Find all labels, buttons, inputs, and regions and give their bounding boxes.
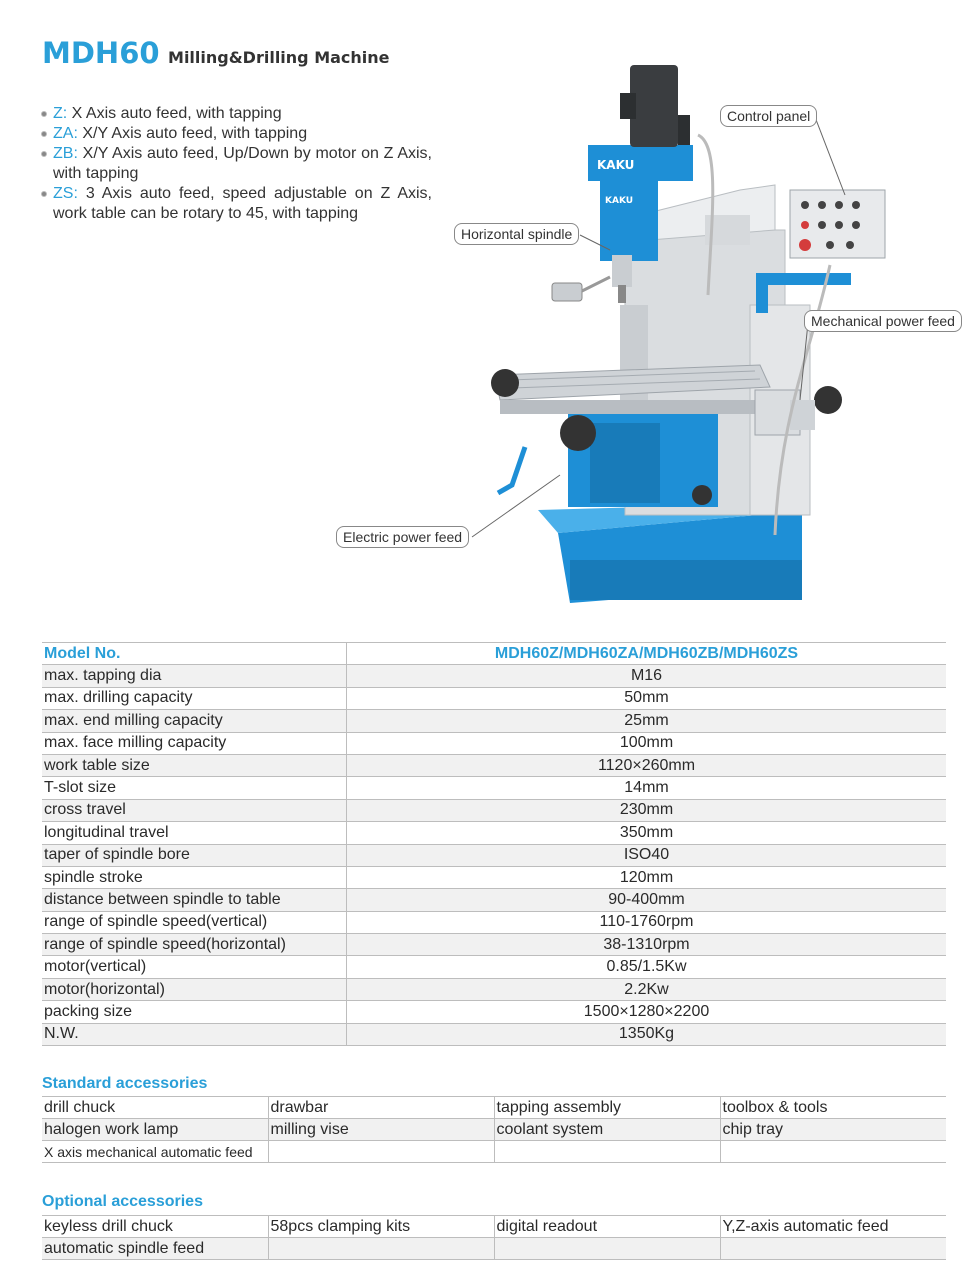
spec-header-label: Model No. bbox=[42, 643, 347, 665]
page-title bbox=[42, 36, 390, 70]
table-row: max. tapping dia M16 bbox=[42, 665, 946, 687]
feature-list bbox=[40, 104, 432, 224]
standard-accessories-title: Standard accessories bbox=[42, 1075, 208, 1092]
brand-logo: KAKU bbox=[597, 158, 635, 172]
machine-subtitle: Milling&Drilling Machine bbox=[168, 48, 390, 67]
machine-illustration bbox=[343, 55, 975, 615]
table-row: cross travel 230mm bbox=[42, 799, 946, 821]
table-row: keyless drill chuck 58pcs clamping kits digital readout Y,Z-axis automatic feed bbox=[42, 1216, 946, 1238]
callout-mechanical-power-feed: Mechanical power feed bbox=[804, 310, 962, 332]
bullet-icon bbox=[41, 111, 47, 117]
optional-accessories-title: Optional accessories bbox=[42, 1193, 203, 1210]
table-row: work table size 1120×260mm bbox=[42, 754, 946, 776]
table-row: longitudinal travel 350mm bbox=[42, 822, 946, 844]
table-row: motor(vertical) 0.85/1.5Kw bbox=[42, 956, 946, 978]
table-row: halogen work lamp milling vise coolant system chip tray bbox=[42, 1119, 946, 1141]
feature-item: ZS: 3 Axis auto feed, speed adjustable on Z Axis, work table can be rotary to 45, with tapping bbox=[40, 184, 432, 224]
table-row: range of spindle speed(vertical) 110-1760rpm bbox=[42, 911, 946, 933]
table-row: automatic spindle feed bbox=[42, 1238, 946, 1260]
feature-item: Z: X Axis auto feed, with tapping bbox=[40, 104, 432, 124]
table-row: distance between spindle to table 90-400mm bbox=[42, 889, 946, 911]
feature-item: ZB: X/Y Axis auto feed, Up/Down by motor on Z Axis, with tapping bbox=[40, 144, 432, 184]
callout-horizontal-spindle: Horizontal spindle bbox=[454, 223, 579, 245]
spec-header-value: MDH60Z/MDH60ZA/MDH60ZB/MDH60ZS bbox=[347, 643, 947, 665]
table-row: max. face milling capacity 100mm bbox=[42, 732, 946, 754]
table-row: motor(horizontal) 2.2Kw bbox=[42, 978, 946, 1000]
feature-item: ZA: X/Y Axis auto feed, with tapping bbox=[40, 124, 432, 144]
standard-accessories-table bbox=[42, 1096, 946, 1163]
bullet-icon bbox=[41, 151, 47, 157]
table-row: X axis mechanical automatic feed bbox=[42, 1141, 946, 1163]
spec-header-row bbox=[42, 643, 946, 665]
bullet-icon bbox=[41, 131, 47, 137]
table-row: N.W. 1350Kg bbox=[42, 1023, 946, 1045]
table-row: packing size 1500×1280×2200 bbox=[42, 1001, 946, 1023]
optional-accessories-table bbox=[42, 1215, 946, 1260]
brand-logo-small: KAKU bbox=[605, 196, 634, 206]
spec-table bbox=[42, 642, 946, 1046]
model-name: MDH60 bbox=[42, 36, 160, 70]
callout-control-panel: Control panel bbox=[720, 105, 817, 127]
table-row: range of spindle speed(horizontal) 38-1310rpm bbox=[42, 934, 946, 956]
table-row: taper of spindle bore ISO40 bbox=[42, 844, 946, 866]
table-row: drill chuck drawbar tapping assembly toolbox & tools bbox=[42, 1097, 946, 1119]
table-row: max. drilling capacity 50mm bbox=[42, 687, 946, 709]
table-row: spindle stroke 120mm bbox=[42, 866, 946, 888]
table-row: max. end milling capacity 25mm bbox=[42, 710, 946, 732]
table-row: T-slot size 14mm bbox=[42, 777, 946, 799]
milling-machine-drawing bbox=[450, 55, 975, 615]
bullet-icon bbox=[41, 191, 47, 197]
callout-electric-power-feed: Electric power feed bbox=[336, 526, 469, 548]
